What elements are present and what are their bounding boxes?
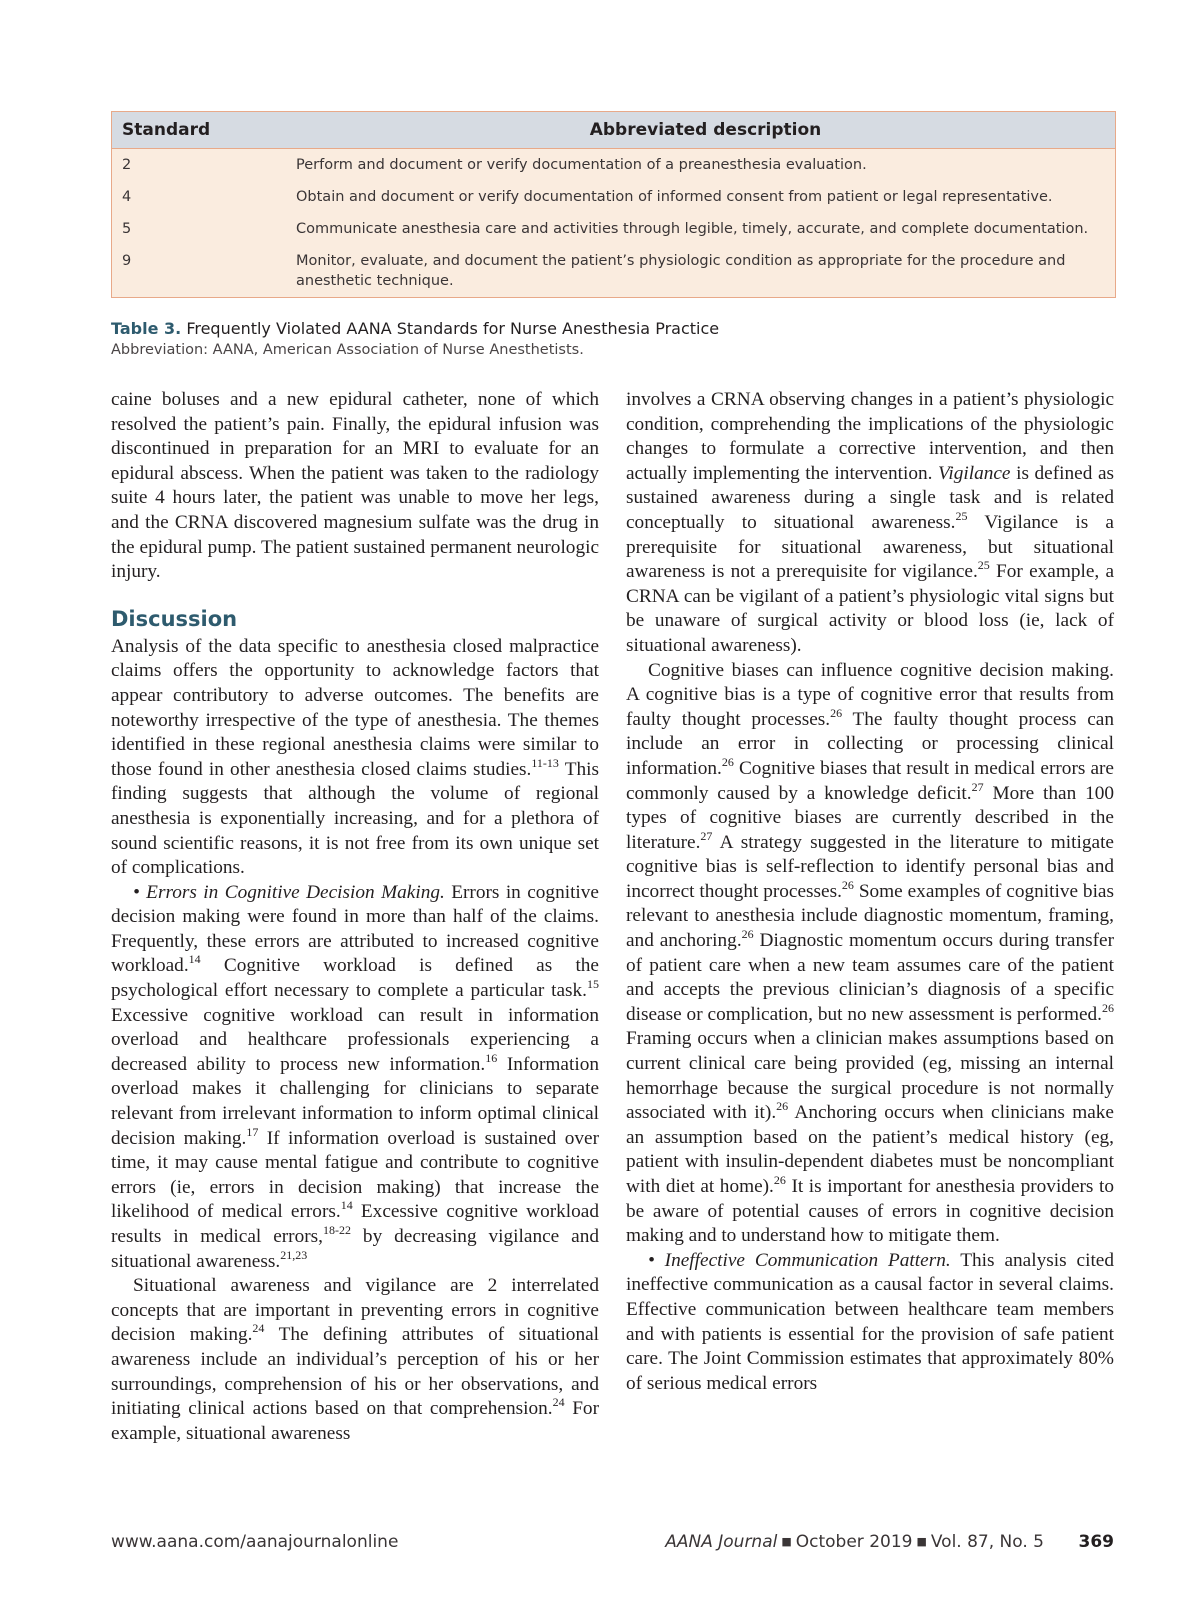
communication-paragraph — [626, 1249, 1114, 1397]
cognitive-biases-paragraph — [626, 659, 1114, 1249]
reference-superscript: 24 — [252, 1321, 265, 1336]
caption-title-line — [111, 318, 719, 340]
standard-description: Monitor, evaluate, and document the patient’s physiologic condition as appropriate for the procedure and anesthetic technique. — [296, 253, 1066, 289]
standard-number: 4 — [122, 189, 132, 205]
situational-awareness-paragraph — [111, 1274, 599, 1446]
reference-superscript: 26 — [1102, 1000, 1114, 1015]
text-run: Errors in cognitive decision making were found in more than half of the claims. Frequently, these errors are attributed to increased cognitive workload. — [111, 881, 599, 977]
text-run: For example, situational awareness — [111, 1398, 599, 1444]
text-run: Information overload makes it challenging for clinicians to separate relevant from irrelevant information to inform optimal clinical decision making. — [111, 1053, 599, 1149]
caption-title: Frequently Violated AANA Standards for Nurse Anesthesia Practice — [186, 319, 720, 338]
standard-number: 9 — [122, 253, 132, 269]
text-run: A strategy suggested in the literature to mitigate cognitive bias is self-reflection to identify personal bias and incorrect thought processes. — [626, 831, 1114, 902]
text-run: Vigilance is a prerequisite for situational awareness, but situational awareness is not a prerequisite for vigilance. — [626, 511, 1114, 583]
standard-number: 2 — [122, 157, 132, 173]
table-row — [112, 213, 1115, 245]
text-run: involves a CRNA observing changes in a patient’s physiologic condition, comprehending the implications of the physiologic changes to formulate a corrective intervention, and then actually implementing the intervention. — [626, 389, 1114, 484]
square-bullet-icon: ■ — [916, 1535, 927, 1548]
table-caption — [111, 318, 719, 360]
reference-superscript: 26 — [776, 1099, 789, 1114]
reference-superscript: 11-13 — [531, 755, 559, 770]
square-bullet-icon: ■ — [781, 1535, 792, 1548]
text-run: It is important for anesthesia providers to be aware of potential causes of errors in cognitive decision making and to understand how to mitigate them. — [626, 1176, 1114, 1247]
text-run: For example, a CRNA can be vigilant of a patient’s physiologic vital signs but be unaware of surgical activity or blood loss (ie, lack of situational awareness). — [626, 561, 1115, 656]
text-run: by decreasing vigilance and situational awareness. — [111, 1226, 599, 1272]
reference-superscript: 18-22 — [322, 1223, 351, 1237]
reference-superscript: 25 — [977, 558, 990, 573]
issue-date: October 2019 — [795, 1532, 913, 1552]
discussion-heading: Discussion — [111, 606, 238, 631]
journal-url-link[interactable]: www.aana.com/aanajournalonline — [111, 1532, 399, 1552]
text-run: Cognitive biases can influence cognitive decision making. A cognitive bias is a type of cognitive error that results from faulty thought processes. — [626, 659, 1114, 730]
reference-superscript: 26 — [721, 754, 734, 769]
standard-number: 5 — [122, 221, 132, 237]
reference-superscript: 25 — [955, 508, 968, 523]
standards-table-container — [111, 111, 1116, 298]
bullet-heading: • Errors in Cognitive Decision Making. — [133, 881, 445, 903]
reference-superscript: 24 — [552, 1395, 565, 1410]
page-number: 369 — [1078, 1532, 1114, 1552]
text-run: This finding suggests that although the volume of regional anesthesia is exponentially increasing, and for a plethora of sound scientific reasons, it is not free from its own unique set of complications. — [111, 758, 599, 879]
caption-abbreviation-note: Abbreviation: AANA, American Association of Nurse Anesthetists. — [111, 342, 584, 358]
header-description: Abbreviated description — [296, 112, 1115, 149]
reference-superscript: 14 — [340, 1198, 353, 1213]
reference-superscript: 16 — [485, 1050, 498, 1065]
table-header-row — [112, 112, 1115, 149]
reference-superscript: 26 — [741, 927, 754, 942]
text-run: The defining attributes of situational awareness include an individual’s perception of his or her surroundings, comprehension of his or her observations, and initiating clinical actions based on that comprehension. — [111, 1324, 599, 1420]
vigilance-paragraph — [626, 388, 1114, 659]
right-column — [626, 388, 1114, 1396]
discussion-paragraph — [111, 635, 599, 881]
journal-citation — [665, 1532, 1044, 1552]
text-run: Framing occurs when a clinician makes assumptions based on current clinical care being provided (eg, missing an internal hemorrhage because the surgical procedure is not normally associated with it). — [626, 1028, 1114, 1124]
reference-superscript: 27 — [971, 779, 984, 794]
text-run: Excessive cognitive workload results in medical errors, — [111, 1201, 599, 1247]
reference-superscript: 17 — [246, 1124, 259, 1139]
cognitive-errors-paragraph — [111, 881, 599, 1275]
header-standard: Standard — [112, 112, 296, 149]
text-run: Anchoring occurs when clinicians make an assumption based on the patient’s medical history (eg, patient with insulin-dependent diabetes must be noncompliant with diet at home). — [626, 1102, 1114, 1197]
case-paragraph: caine boluses and a new epidural catheter, none of which resolved the patient’s pain. Finally, the epidural infusion was discontinued in preparation for an MRI to evaluate for an epidural abscess. When the patient was taken to the radiology suite 4 hours later, the patient was unable to move her legs, and the CRNA discovered magnesium sulfate was the drug in the epidural pump. The patient sustained permanent neurologic injury. — [111, 389, 599, 583]
volume-issue: Vol. 87, No. 5 — [930, 1532, 1044, 1552]
reference-superscript: 21,23 — [280, 1247, 308, 1262]
standard-description: Obtain and document or verify documentation of informed consent from patient or legal representative. — [296, 189, 1053, 205]
text-run: This analysis cited ineffective communication as a causal factor in several claims. Effective communication between healthcare team members and with patients is essential for the provision of safe patient care. The Joint Commission estimates that approximately 80% of serious medical errors — [626, 1249, 1114, 1394]
standard-description: Perform and document or verify documentation of a preanesthesia evaluation. — [296, 157, 867, 173]
text-run: Cognitive biases that result in medical errors are commonly caused by a knowledge deficit. — [626, 757, 1114, 804]
journal-name: AANA Journal — [665, 1532, 778, 1552]
table-row — [112, 245, 1115, 297]
text-run: Excessive cognitive workload can result in information overload and healthcare professionals experiencing a decreased ability to process new information. — [111, 1004, 599, 1075]
text-run: Situational awareness and vigilance are 2 interrelated concepts that are important in preventing errors in cognitive decision making. — [111, 1275, 599, 1346]
reference-superscript: 15 — [587, 977, 599, 992]
table-row — [112, 181, 1115, 213]
text-run: Analysis of the data specific to anesthesia closed malpractice claims offers the opportunity to acknowledge factors that appear contributory to adverse outcomes. The benefits are noteworthy irrespective of the type of anesthesia. The themes identified in these regional anesthesia claims were similar to those found in other anesthesia closed claims studies. — [111, 635, 599, 780]
text-run: is defined as sustained awareness during a single task and is related conceptually to situational awareness. — [626, 462, 1115, 533]
text-run: The faulty thought process can include an error in collecting or processing clinical information. — [626, 708, 1114, 779]
standards-table — [112, 112, 1115, 297]
text-run: More than 100 types of cognitive biases are currently described in the literature. — [626, 782, 1114, 853]
table-row — [112, 149, 1115, 182]
standard-description: Communicate anesthesia care and activities through legible, timely, accurate, and complete documentation. — [296, 221, 1089, 237]
text-run: Diagnostic momentum occurs during transfer of patient care when a new team assumes care of the patient and accepts the previous clinician’s diagnosis of a specific disease or complication, but no new assessment is performed. — [626, 930, 1115, 1025]
text-run: Some examples of cognitive bias relevant to anesthesia include diagnostic momentum, framing, and anchoring. — [626, 880, 1114, 952]
defined-term: Vigilance — [938, 462, 1011, 484]
text-run: Cognitive workload is defined as the psychological effort necessary to complete a particular task. — [111, 955, 599, 1002]
reference-superscript: 27 — [700, 828, 713, 843]
caption-label: Table 3. — [111, 319, 182, 338]
reference-superscript: 26 — [841, 877, 854, 892]
left-column — [111, 388, 599, 1446]
reference-superscript: 26 — [830, 705, 843, 720]
text-run: If information overload is sustained over time, it may cause mental fatigue and contribute to cognitive errors (ie, errors in decision making) that increase the likelihood of medical errors. — [111, 1127, 599, 1223]
reference-superscript: 14 — [188, 952, 201, 967]
bullet-heading: • Ineffective Communication Pattern. — [648, 1249, 951, 1271]
reference-superscript: 26 — [773, 1173, 786, 1187]
